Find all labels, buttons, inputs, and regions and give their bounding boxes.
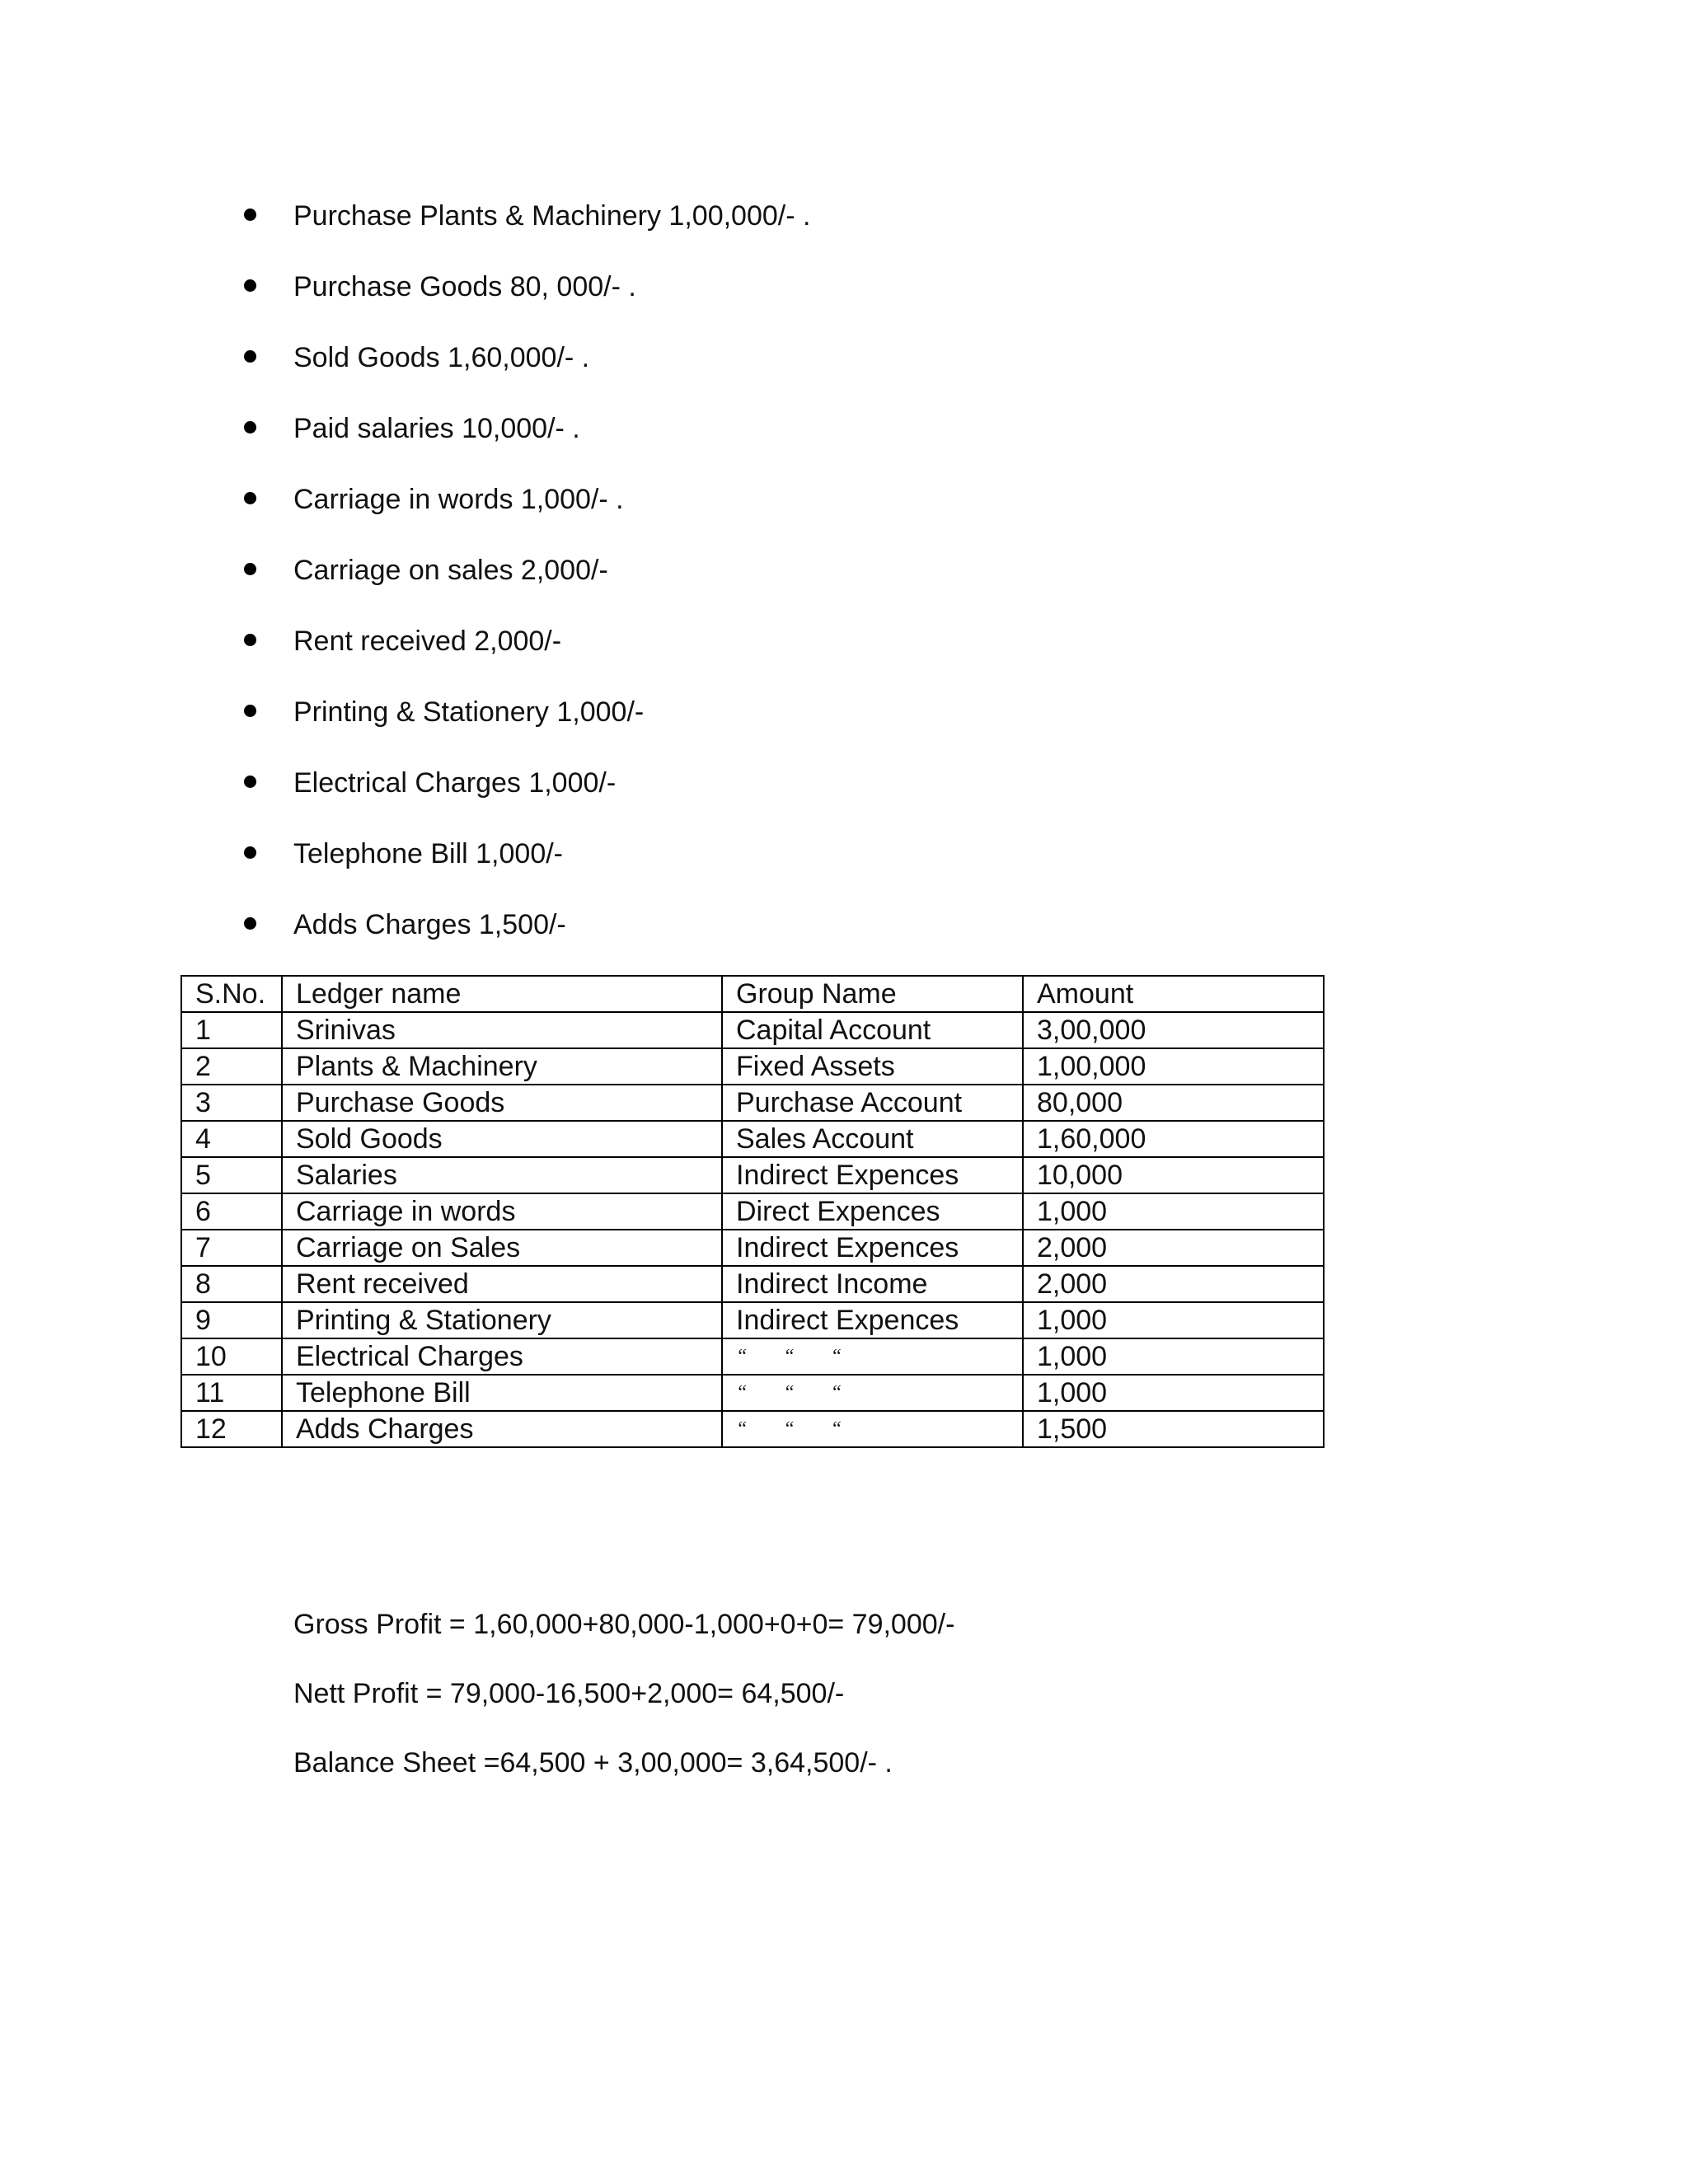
list-item-text: Telephone Bill 1,000/- [293,838,564,869]
bullet-icon [244,492,256,504]
column-header-ledger-name: Ledger name [282,976,722,1012]
table-row [181,1266,1324,1302]
cell-sno: 3 [181,1085,282,1121]
cell-ledger-name: Printing & Stationery [282,1302,722,1338]
table-row [181,1302,1324,1338]
cell-amount: 1,500 [1023,1411,1324,1447]
list-item-text: Purchase Goods 80, 000/- . [293,271,636,302]
cell-group-name: Purchase Account [722,1085,1023,1121]
cell-sno: 4 [181,1121,282,1157]
list-item-text: Rent received 2,000/- [293,626,562,657]
column-header-group-name: Group Name [722,976,1023,1012]
bullet-icon [244,776,256,788]
cell-amount: 80,000 [1023,1085,1324,1121]
cell-group-name-ditto: “ “ “ [722,1338,1023,1375]
table-row [181,1121,1324,1157]
cell-group-name: Indirect Expences [722,1302,1023,1338]
cell-ledger-name: Purchase Goods [282,1085,722,1121]
balance-sheet-line: Balance Sheet =64,500 + 3,00,000= 3,64,500/- . [293,1747,893,1779]
cell-sno: 12 [181,1411,282,1447]
table-row [181,1375,1324,1411]
cell-amount: 10,000 [1023,1157,1324,1193]
profit-summary [293,1603,954,1811]
list-item-text: Printing & Stationery 1,000/- [293,696,645,728]
cell-sno: 5 [181,1157,282,1193]
cell-sno: 7 [181,1230,282,1266]
cell-group-name-ditto: “ “ “ [722,1375,1023,1411]
table-row [181,1193,1324,1230]
cell-sno: 6 [181,1193,282,1230]
cell-ledger-name: Carriage in words [282,1193,722,1230]
cell-amount: 2,000 [1023,1230,1324,1266]
table-header-row [181,976,1324,1012]
gross-profit-line: Gross Profit = 1,60,000+80,000-1,000+0+0= 79,000/- [293,1609,955,1640]
table-row [181,1411,1324,1447]
column-header-sno: S.No. [181,976,282,1012]
cell-sno: 10 [181,1338,282,1375]
cell-sno: 9 [181,1302,282,1338]
bullet-icon [244,917,256,930]
cell-group-name: Indirect Expences [722,1157,1023,1193]
bullet-icon [244,846,256,859]
cell-amount: 1,000 [1023,1193,1324,1230]
cell-amount: 2,000 [1023,1266,1324,1302]
bullet-icon [244,279,256,292]
table-row [181,1085,1324,1121]
list-item-text: Purchase Plants & Machinery 1,00,000/- . [293,200,811,232]
cell-ledger-name: Electrical Charges [282,1338,722,1375]
cell-amount: 1,60,000 [1023,1121,1324,1157]
bullet-icon [244,705,256,717]
cell-group-name: Indirect Expences [722,1230,1023,1266]
cell-ledger-name: Plants & Machinery [282,1048,722,1085]
cell-sno: 1 [181,1012,282,1048]
column-header-amount: Amount [1023,976,1324,1012]
cell-amount: 1,00,000 [1023,1048,1324,1085]
cell-group-name: Fixed Assets [722,1048,1023,1085]
bullet-icon [244,209,256,221]
bullet-icon [244,350,256,363]
cell-ledger-name: Srinivas [282,1012,722,1048]
list-item-text: Electrical Charges 1,000/- [293,767,617,799]
ledger-table [181,975,1325,1448]
table-row [181,1338,1324,1375]
list-item-text: Adds Charges 1,500/- [293,909,566,940]
cell-group-name: Capital Account [722,1012,1023,1048]
cell-sno: 2 [181,1048,282,1085]
list-item-text: Carriage on sales 2,000/- [293,555,608,586]
cell-ledger-name: Salaries [282,1157,722,1193]
cell-ledger-name: Rent received [282,1266,722,1302]
cell-group-name-ditto: “ “ “ [722,1411,1023,1447]
table-row [181,1230,1324,1266]
nett-profit-line: Nett Profit = 79,000-16,500+2,000= 64,500/- [293,1678,845,1709]
cell-amount: 1,000 [1023,1302,1324,1338]
list-item-text: Sold Goods 1,60,000/- . [293,342,590,373]
cell-amount: 3,00,000 [1023,1012,1324,1048]
list-item-text: Paid salaries 10,000/- . [293,413,580,444]
cell-ledger-name: Sold Goods [282,1121,722,1157]
cell-sno: 11 [181,1375,282,1411]
cell-amount: 1,000 [1023,1375,1324,1411]
bullet-icon [244,634,256,646]
cell-sno: 8 [181,1266,282,1302]
cell-ledger-name: Telephone Bill [282,1375,722,1411]
cell-ledger-name: Carriage on Sales [282,1230,722,1266]
table-row [181,1157,1324,1193]
bullet-icon [244,421,256,434]
list-item-text: Carriage in words 1,000/- . [293,484,624,515]
cell-ledger-name: Adds Charges [282,1411,722,1447]
cell-group-name: Indirect Income [722,1266,1023,1302]
bullet-icon [244,563,256,575]
table-row [181,1012,1324,1048]
cell-amount: 1,000 [1023,1338,1324,1375]
cell-group-name: Direct Expences [722,1193,1023,1230]
table-row [181,1048,1324,1085]
cell-group-name: Sales Account [722,1121,1023,1157]
